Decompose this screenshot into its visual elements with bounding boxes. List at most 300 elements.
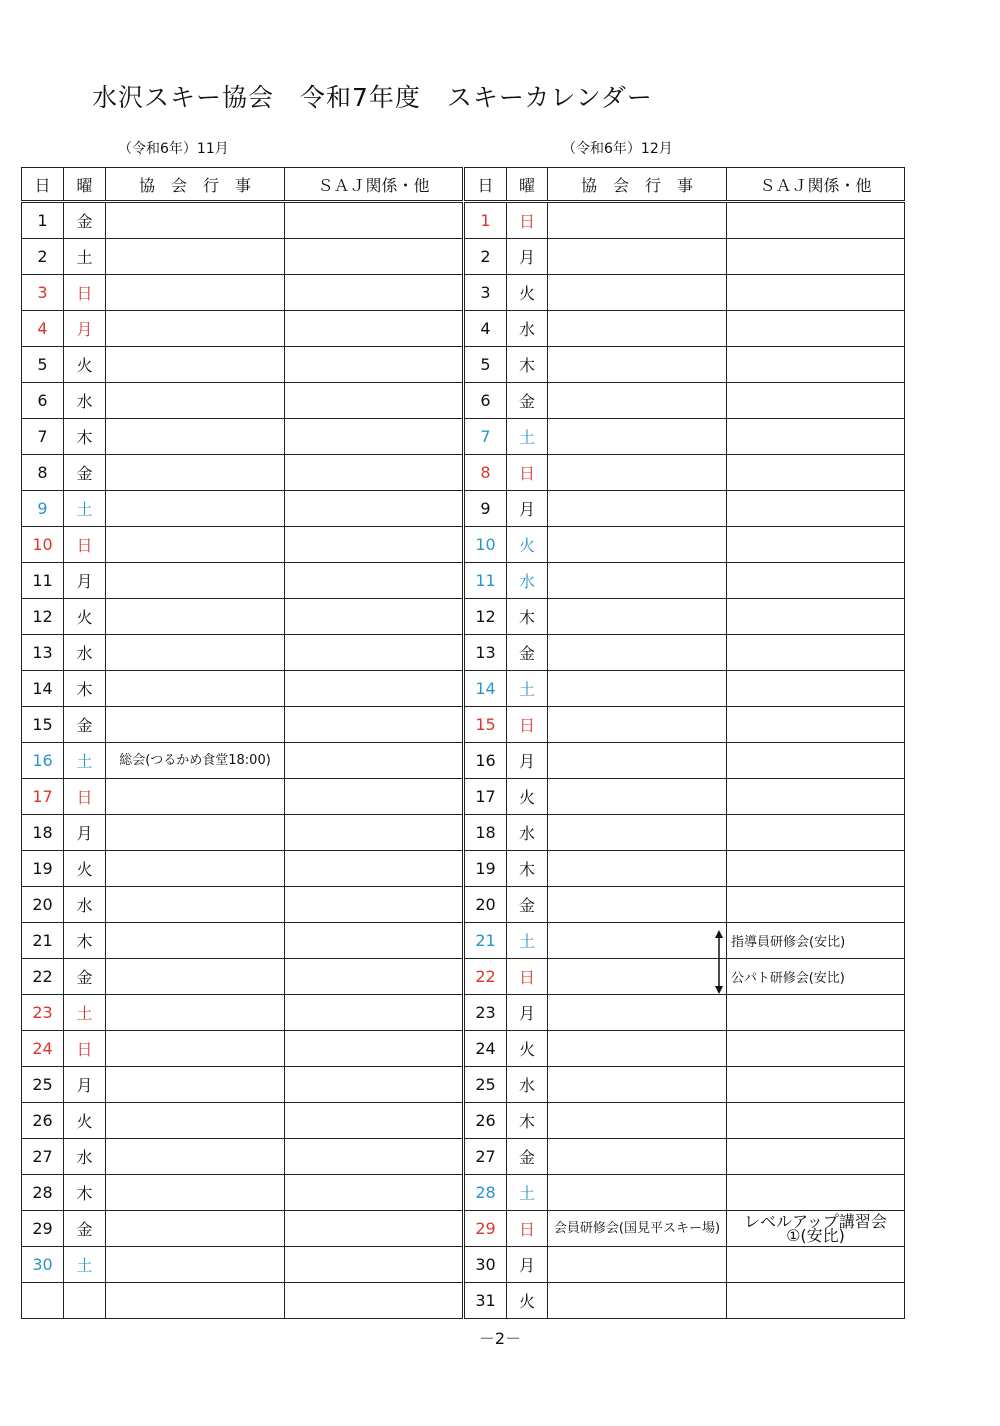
assoc-event-cell [548,995,727,1031]
weekday-cell: 火 [64,347,106,383]
header-weekday: 曜 [507,168,548,202]
saj-event-cell [727,779,905,815]
assoc-event-cell [548,671,727,707]
day-cell: 13 [465,635,507,671]
assoc-event-cell [106,1067,285,1103]
saj-event-cell [285,383,463,419]
day-cell: 4 [465,311,507,347]
saj-event-cell [285,1247,463,1283]
weekday-cell: 土 [507,419,548,455]
saj-event-cell [285,815,463,851]
table-row [22,1067,463,1103]
weekday-cell: 金 [64,202,106,239]
weekday-cell: 土 [507,671,548,707]
table-row [22,1139,463,1175]
assoc-event-cell [106,419,285,455]
saj-event-cell [727,455,905,491]
assoc-event-cell [548,239,727,275]
table-row [22,923,463,959]
saj-event-cell [727,563,905,599]
assoc-event-cell: 総会(つるかめ食堂18:00) [106,743,285,779]
table-row [465,311,905,347]
weekday-cell: 木 [507,1103,548,1139]
weekday-cell: 火 [507,1283,548,1319]
table-row [22,419,463,455]
day-cell: 29 [22,1211,64,1247]
assoc-event-cell [548,1283,727,1319]
weekday-cell: 木 [64,671,106,707]
assoc-event-cell [106,851,285,887]
table-row [465,743,905,779]
table-row [465,563,905,599]
day-cell: 22 [22,959,64,995]
weekday-cell: 水 [64,1139,106,1175]
table-row [465,1139,905,1175]
saj-event-cell [285,959,463,995]
table-row [22,1103,463,1139]
assoc-event-cell [548,815,727,851]
table-row [22,707,463,743]
saj-event-cell [285,491,463,527]
day-cell: 27 [22,1139,64,1175]
day-cell: 23 [22,995,64,1031]
table-row [22,275,463,311]
assoc-event-cell [548,887,727,923]
assoc-event-cell [106,1031,285,1067]
saj-event-cell [727,491,905,527]
day-cell: 9 [465,491,507,527]
saj-event-cell [285,743,463,779]
table-row [22,1211,463,1247]
day-cell: 16 [465,743,507,779]
assoc-event-cell [106,1247,285,1283]
table-row [465,851,905,887]
day-cell: 28 [22,1175,64,1211]
day-cell: 14 [465,671,507,707]
saj-event-cell [727,1067,905,1103]
saj-event-cell [727,347,905,383]
day-cell: 3 [465,275,507,311]
page-title: 水沢スキー協会 令和7年度 スキーカレンダー [92,83,653,112]
saj-event-cell [727,275,905,311]
day-cell: 19 [465,851,507,887]
day-cell: 24 [465,1031,507,1067]
table-row [465,419,905,455]
assoc-event-cell [106,275,285,311]
day-cell: 12 [22,599,64,635]
table-row [465,347,905,383]
day-cell: 6 [465,383,507,419]
assoc-event-cell [548,1139,727,1175]
day-cell: 18 [465,815,507,851]
december-label: （令和6年）12月 [562,141,673,157]
day-cell: 21 [22,923,64,959]
table-row [465,275,905,311]
saj-event-cell [285,851,463,887]
assoc-event-cell [106,887,285,923]
day-cell: 1 [22,202,64,239]
saj-event-cell [727,1247,905,1283]
day-cell: 30 [465,1247,507,1283]
weekday-cell: 火 [64,851,106,887]
weekday-cell: 土 [507,923,548,959]
table-row [22,959,463,995]
table-row [22,1283,463,1319]
november-label: （令和6年）11月 [118,141,229,157]
saj-event-cell [285,599,463,635]
table-row [465,779,905,815]
day-cell: 2 [22,239,64,275]
saj-event-cell [285,419,463,455]
assoc-event-cell [106,455,285,491]
saj-event-cell [727,239,905,275]
day-cell: 25 [22,1067,64,1103]
saj-event-cell [727,527,905,563]
assoc-event-cell [548,383,727,419]
weekday-cell: 木 [507,347,548,383]
assoc-event-cell [106,779,285,815]
assoc-event-cell [106,383,285,419]
weekday-cell: 金 [64,707,106,743]
saj-event-cell [727,851,905,887]
day-cell: 26 [22,1103,64,1139]
assoc-event-cell [548,779,727,815]
saj-event-cell [285,995,463,1031]
weekday-cell: 土 [64,239,106,275]
assoc-event-cell [106,959,285,995]
day-cell: 28 [465,1175,507,1211]
saj-event-cell [727,311,905,347]
assoc-event-cell [548,347,727,383]
table-row [465,1031,905,1067]
saj-event-cell [285,1031,463,1067]
day-cell: 8 [465,455,507,491]
day-cell [22,1283,64,1319]
table-row [22,563,463,599]
day-cell: 5 [465,347,507,383]
weekday-cell: 木 [64,419,106,455]
day-cell: 17 [22,779,64,815]
saj-event-cell [727,995,905,1031]
day-cell: 18 [22,815,64,851]
assoc-event-cell [106,815,285,851]
weekday-cell: 日 [507,455,548,491]
table-row [22,347,463,383]
assoc-event-cell [106,635,285,671]
table-row [22,671,463,707]
weekday-cell: 月 [64,1067,106,1103]
weekday-cell: 金 [64,455,106,491]
assoc-event-cell [548,275,727,311]
assoc-event-cell [548,599,727,635]
table-row [465,671,905,707]
weekday-cell: 土 [64,995,106,1031]
assoc-event-cell [106,1211,285,1247]
assoc-event-cell [106,491,285,527]
assoc-event-cell [548,707,727,743]
weekday-cell: 木 [64,923,106,959]
weekday-cell: 水 [507,815,548,851]
assoc-event-cell [548,635,727,671]
weekday-cell: 月 [507,743,548,779]
weekday-cell: 水 [507,563,548,599]
table-row [22,202,463,239]
assoc-event-cell: 会員研修会(国見平スキー場) [548,1211,727,1247]
assoc-event-cell [106,671,285,707]
table-row [22,887,463,923]
weekday-cell [64,1283,106,1319]
day-cell: 29 [465,1211,507,1247]
weekday-cell: 水 [64,635,106,671]
weekday-cell: 日 [64,1031,106,1067]
saj-event-cell [727,1175,905,1211]
day-cell: 24 [22,1031,64,1067]
weekday-cell: 金 [64,959,106,995]
day-cell: 25 [465,1067,507,1103]
assoc-event-cell [548,1175,727,1211]
day-cell: 20 [22,887,64,923]
day-cell: 26 [465,1103,507,1139]
december-table [464,167,905,1319]
saj-event-cell [727,815,905,851]
saj-event-cell [727,202,905,239]
weekday-cell: 土 [64,1247,106,1283]
table-row [465,527,905,563]
day-cell: 23 [465,995,507,1031]
weekday-cell: 日 [64,527,106,563]
assoc-event-cell [548,1067,727,1103]
saj-event-cell [285,635,463,671]
day-cell: 3 [22,275,64,311]
assoc-event-cell [106,239,285,275]
saj-event-cell [285,923,463,959]
table-row [22,743,463,779]
table-row [465,1175,905,1211]
weekday-cell: 水 [64,887,106,923]
assoc-event-cell [548,455,727,491]
weekday-cell: 金 [507,383,548,419]
assoc-event-cell [548,959,727,995]
header-saj: ＳＡＪ関係・他 [285,168,463,202]
day-cell: 10 [465,527,507,563]
saj-event-cell [285,527,463,563]
weekday-cell: 水 [507,1067,548,1103]
saj-event-cell [285,1211,463,1247]
saj-event-cell [285,563,463,599]
day-cell: 13 [22,635,64,671]
table-row [22,851,463,887]
table-row [22,383,463,419]
saj-event-cell [727,383,905,419]
assoc-event-cell [548,1247,727,1283]
table-row [22,1175,463,1211]
table-row [465,1103,905,1139]
weekday-cell: 水 [507,311,548,347]
weekday-cell: 金 [64,1211,106,1247]
weekday-cell: 月 [64,815,106,851]
day-cell: 14 [22,671,64,707]
note-patrol-training: 公パト研修会(安比) [731,971,845,986]
saj-event-cell [285,1067,463,1103]
saj-event-cell [727,743,905,779]
table-row [465,455,905,491]
saj-event-cell [285,887,463,923]
assoc-event-cell [106,707,285,743]
weekday-cell: 日 [64,275,106,311]
header-saj: ＳＡＪ関係・他 [727,168,905,202]
saj-event-cell [727,419,905,455]
note-instructor-training: 指導員研修会(安比) [731,935,846,950]
weekday-cell: 土 [507,1175,548,1211]
weekday-cell: 月 [507,239,548,275]
table-row [465,1283,905,1319]
assoc-event-cell [106,347,285,383]
day-cell: 1 [465,202,507,239]
assoc-event-cell [548,419,727,455]
saj-event-cell [285,311,463,347]
header-assoc: 協 会 行 事 [106,168,285,202]
assoc-event-cell [106,1139,285,1175]
weekday-cell: 土 [64,491,106,527]
saj-event-cell [727,1103,905,1139]
assoc-event-cell [106,995,285,1031]
saj-event-cell [285,455,463,491]
saj-event-cell [285,239,463,275]
day-cell: 6 [22,383,64,419]
weekday-cell: 月 [64,563,106,599]
table-row [22,527,463,563]
day-cell: 5 [22,347,64,383]
assoc-event-cell [106,1175,285,1211]
header-day: 日 [465,168,507,202]
weekday-cell: 月 [64,311,106,347]
saj-event-cell [285,275,463,311]
weekday-cell: 水 [64,383,106,419]
weekday-cell: 火 [507,527,548,563]
day-cell: 22 [465,959,507,995]
table-row [465,1211,905,1247]
table-row [22,599,463,635]
saj-event-cell [727,1139,905,1175]
table-row [22,1031,463,1067]
table-row [465,995,905,1031]
assoc-event-cell [106,311,285,347]
assoc-event-cell [106,563,285,599]
assoc-event-cell [548,202,727,239]
saj-event-cell [285,671,463,707]
table-row [465,887,905,923]
table-row [465,1067,905,1103]
day-cell: 11 [465,563,507,599]
table-row [22,779,463,815]
table-row [22,815,463,851]
assoc-event-cell [106,1283,285,1319]
day-cell: 12 [465,599,507,635]
header-assoc: 協 会 行 事 [548,168,727,202]
saj-event-cell [285,202,463,239]
assoc-event-cell [548,1103,727,1139]
header-weekday: 曜 [64,168,106,202]
day-cell: 19 [22,851,64,887]
saj-event-cell [285,1103,463,1139]
assoc-event-cell [548,1031,727,1067]
weekday-cell: 日 [507,707,548,743]
saj-event-cell [285,1175,463,1211]
saj-event-cell [727,1283,905,1319]
double-arrow-icon [714,930,724,994]
weekday-cell: 日 [507,959,548,995]
saj-event-cell [727,671,905,707]
day-cell: 21 [465,923,507,959]
saj-event-cell [285,1283,463,1319]
table-row [465,239,905,275]
table-row [465,491,905,527]
assoc-event-cell [548,743,727,779]
saj-event-cell [285,707,463,743]
table-header-row [465,168,905,202]
weekday-cell: 火 [507,275,548,311]
weekday-cell: 月 [507,1247,548,1283]
day-cell: 11 [22,563,64,599]
assoc-event-cell [106,527,285,563]
weekday-cell: 土 [64,743,106,779]
weekday-cell: 日 [64,779,106,815]
weekday-cell: 月 [507,995,548,1031]
assoc-event-cell [106,202,285,239]
table-row [465,815,905,851]
day-cell: 20 [465,887,507,923]
table-row [22,455,463,491]
weekday-cell: 月 [507,491,548,527]
assoc-event-cell [548,491,727,527]
assoc-event-cell [548,563,727,599]
saj-event-cell: レベルアップ講習会①(安比) [727,1211,905,1247]
page-number: －2－ [478,1329,522,1348]
day-cell: 27 [465,1139,507,1175]
assoc-event-cell [548,527,727,563]
day-cell: 31 [465,1283,507,1319]
header-day: 日 [22,168,64,202]
weekday-cell: 金 [507,887,548,923]
table-row [465,707,905,743]
saj-event-cell [285,779,463,815]
table-row [22,1247,463,1283]
assoc-event-cell [548,851,727,887]
saj-event-cell [727,599,905,635]
day-cell: 15 [465,707,507,743]
table-row [22,311,463,347]
weekday-cell: 金 [507,1139,548,1175]
table-row [22,239,463,275]
november-table [21,167,463,1319]
day-cell: 30 [22,1247,64,1283]
day-cell: 16 [22,743,64,779]
table-header-row [22,168,463,202]
day-cell: 2 [465,239,507,275]
assoc-event-cell [106,923,285,959]
saj-event-cell [285,347,463,383]
weekday-cell: 火 [64,1103,106,1139]
day-cell: 9 [22,491,64,527]
weekday-cell: 日 [507,202,548,239]
table-row [465,202,905,239]
assoc-event-cell [548,923,727,959]
day-cell: 7 [22,419,64,455]
day-cell: 4 [22,311,64,347]
weekday-cell: 木 [64,1175,106,1211]
weekday-cell: 火 [507,779,548,815]
saj-event-cell [285,1139,463,1175]
